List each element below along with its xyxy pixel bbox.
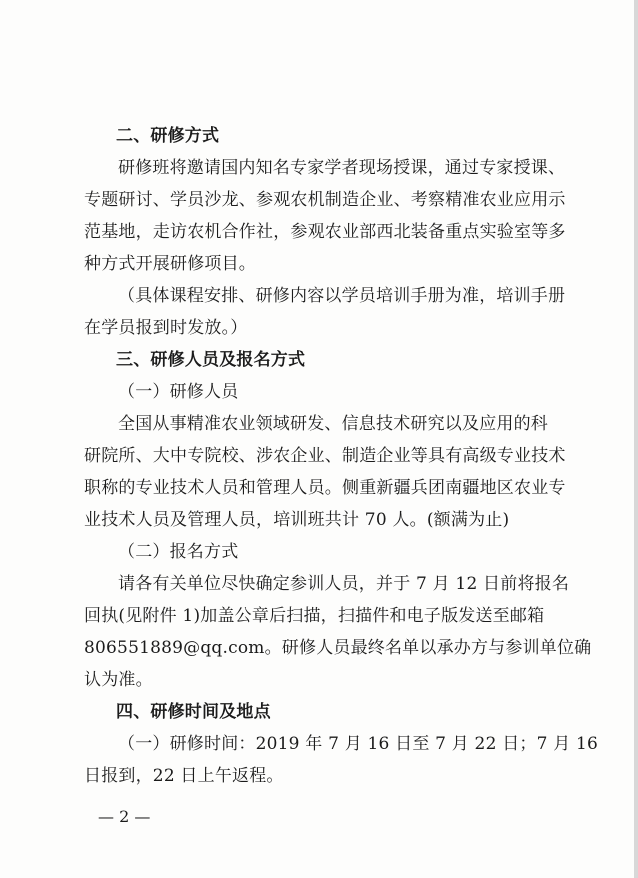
paragraph-line: （一）研修时间：2019 年 7 月 16 日至 7 月 22 日；7 月 16 <box>118 734 599 754</box>
paragraph-line: 全国从事精准农业领域研发、信息技术研究以及应用的科 <box>118 414 548 434</box>
paragraph-line: 日报到，22 日上午返程。 <box>84 766 284 786</box>
paragraph-line: 种方式开展研修项目。 <box>84 254 256 274</box>
scan-edge-decoration <box>634 0 638 878</box>
paragraph-line: 专题研讨、学员沙龙、参观农机制造企业、考察精准农业应用示 <box>84 190 566 210</box>
subsection-heading-participants: （一）研修人员 <box>118 382 239 402</box>
section-heading-time-location: 四、研修时间及地点 <box>116 702 271 722</box>
paragraph-line: 请各有关单位尽快确定参训人员，并于 7 月 12 日前将报名 <box>118 574 570 594</box>
paragraph-line: 研修班将邀请国内知名专家学者现场授课，通过专家授课、 <box>118 158 566 178</box>
paragraph-line: 职称的专业技术人员和管理人员。侧重新疆兵团南疆地区农业专 <box>84 478 566 498</box>
paragraph-line: 业技术人员及管理人员，培训班共计 70 人。(额满为止) <box>84 510 510 530</box>
paragraph-line: 范基地，走访农机合作社，参观农业部西北装备重点实验室等多 <box>84 222 566 242</box>
page-number: — 2 — <box>98 807 151 826</box>
paragraph-line: （具体课程安排、研修内容以学员培训手册为准，培训手册 <box>118 286 566 306</box>
section-heading-participants: 三、研修人员及报名方式 <box>116 350 306 370</box>
subsection-heading-registration: （二）报名方式 <box>118 542 239 562</box>
paragraph-line: 在学员报到时发放。） <box>84 318 248 338</box>
paragraph-line: 研院所、大中专院校、涉农企业、制造企业等具有高级专业技术 <box>84 446 566 466</box>
section-heading-research-method: 二、研修方式 <box>116 126 220 146</box>
paragraph-line: 回执(见附件 1)加盖公章后扫描，扫描件和电子版发送至邮箱 <box>84 606 545 626</box>
paragraph-line-email: 806551889@qq.com。研修人员最终名单以承办方与参训单位确 <box>84 638 592 658</box>
paragraph-line: 认为准。 <box>84 670 153 690</box>
